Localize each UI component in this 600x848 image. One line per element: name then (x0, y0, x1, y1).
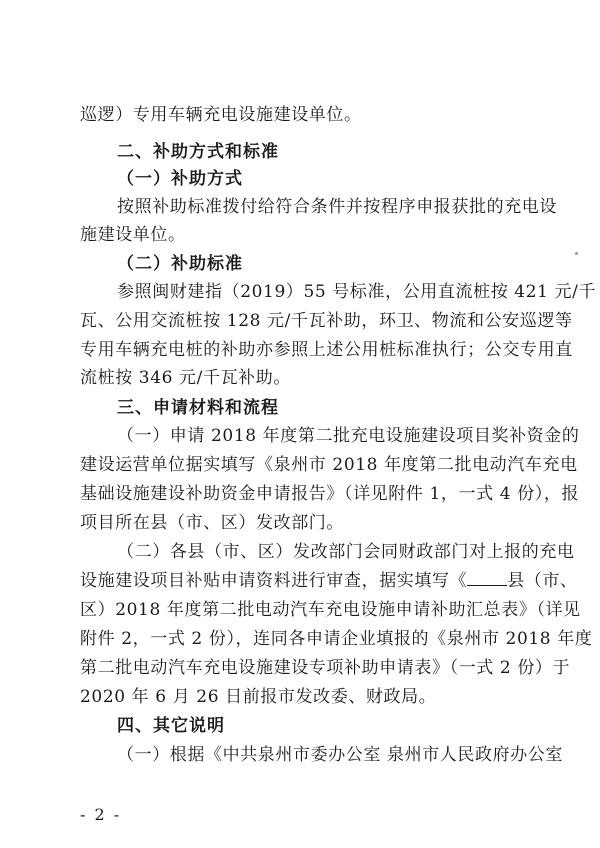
body-text-line: 巡逻）专用车辆充电设施建设单位。 (80, 105, 362, 125)
body-text-line: 专用车辆充电桩的补助亦参照上述公用桩标准执行；公交专用直 (80, 340, 573, 360)
subsection-heading: （二）补助标准 (117, 254, 243, 274)
body-text-line: 参照闽财建指（2019）55 号标准，公用直流桩按 421 元/千 (117, 282, 597, 302)
body-text-line: 2020 年 6 月 26 日前报市发改委、财政局。 (80, 687, 437, 707)
body-text-line: 附件 2，一式 2 份），连同各申请企业填报的《泉州市 2018 年度 (80, 629, 593, 649)
page-number: - 2 - (80, 805, 122, 824)
body-text-line: （一）申请 2018 年度第二批充电设施建设项目奖补资金的 (117, 426, 580, 446)
body-text-line: 施建设单位。 (80, 225, 186, 245)
subsection-heading: （一）补助方式 (117, 169, 243, 189)
body-text-segment: 设施建设项目补贴申请资料进行审查，据实填写《 (80, 571, 468, 591)
body-text-line: 项目所在县（市、区）发改部门。 (80, 513, 344, 533)
section-heading: 三、申请材料和流程 (117, 398, 279, 418)
body-text-line: 建设运营单位据实填写《泉州市 2018 年度第二批电动汽车充电 (80, 455, 578, 475)
fill-in-blank (467, 571, 507, 586)
body-text-line: 流桩按 346 元/千瓦补助。 (80, 368, 291, 388)
scan-speck (575, 252, 578, 255)
body-text-line: 基础设施建设补助资金申请报告》（详见附件 1，一式 4 份），报 (80, 484, 580, 504)
body-text-line: （一）根据《中共泉州市委办公室 泉州市人民政府办公室 (117, 745, 564, 765)
body-text-line: 区）2018 年度第二批电动汽车充电设施申请补助汇总表》（详见 (80, 600, 581, 620)
body-text-line: 按照补助标准拨付给符合条件并按程序申报获批的充电设 (117, 197, 557, 217)
body-text-line (80, 570, 578, 592)
body-text-line: 第二批电动汽车充电设施建设专项补助申请表》（一式 2 份）于 (80, 658, 571, 678)
body-text-line: 瓦、公用交流桩按 128 元/千瓦补助，环卫、物流和公安巡逻等 (80, 311, 573, 331)
section-heading: 二、补助方式和标准 (117, 142, 279, 162)
body-text-segment: 县（市、 (507, 571, 578, 591)
body-text-line: （二）各县（市、区）发改部门会同财政部门对上报的充电 (117, 542, 575, 562)
section-heading: 四、其它说明 (117, 716, 225, 736)
